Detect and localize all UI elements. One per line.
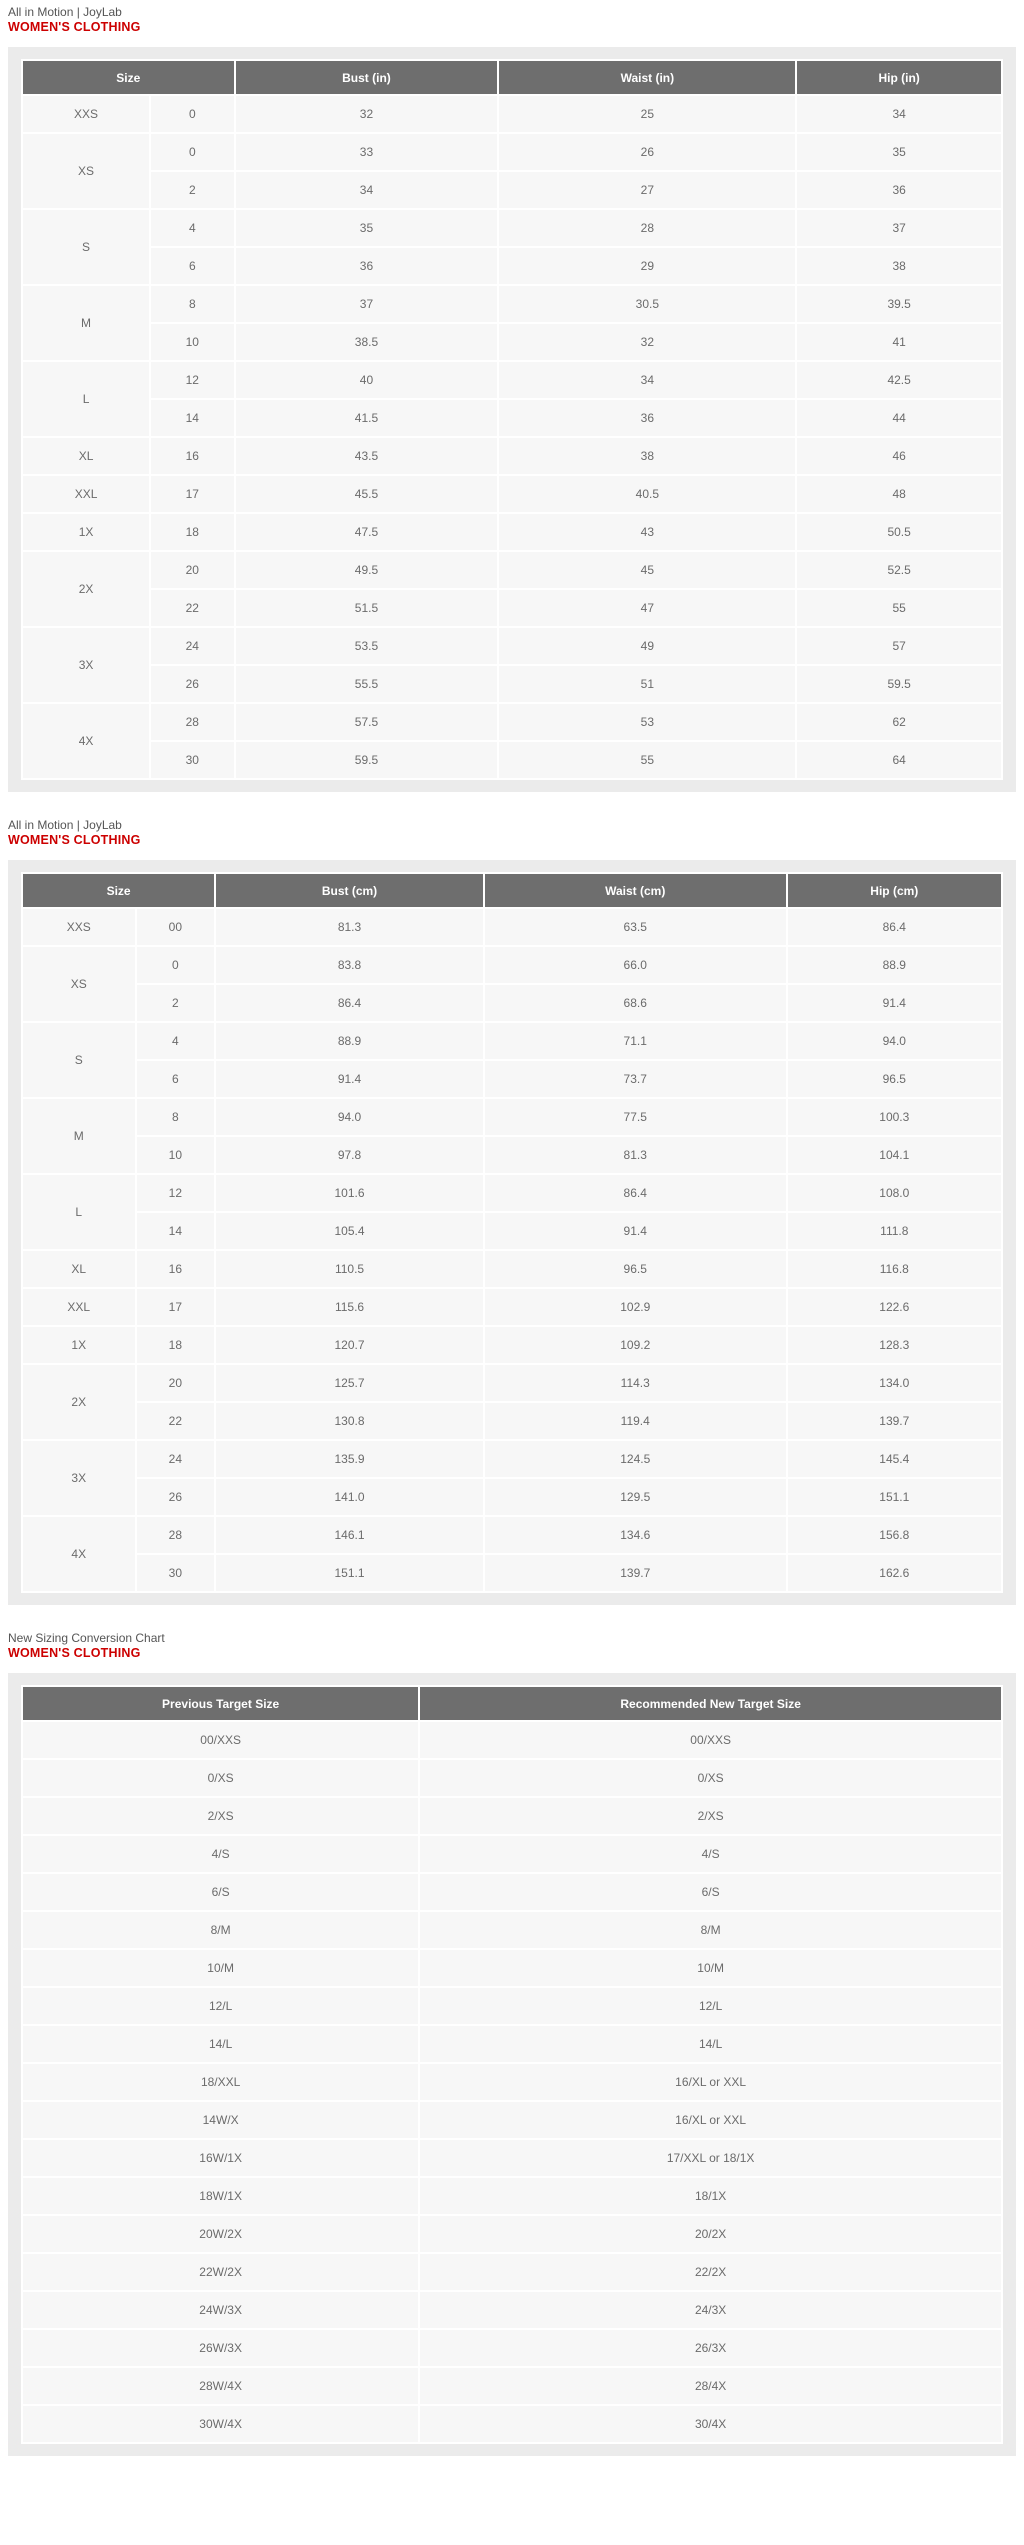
hip-cell: 100.3 [788,1099,1001,1135]
waist-cell: 49 [499,628,795,664]
hip-cell: 96.5 [788,1061,1001,1097]
hip-cell: 62 [797,704,1001,740]
size-group-label: 2X [23,552,149,626]
column-header-hip: Hip (cm) [788,874,1001,907]
size-group-label: L [23,362,149,436]
previous-size-cell: 20W/2X [23,2216,418,2252]
bust-cell: 94.0 [216,1099,483,1135]
new-size-cell: 20/2X [420,2216,1001,2252]
waist-cell: 45 [499,552,795,588]
size-group-label: S [23,1023,135,1097]
waist-cell: 29 [499,248,795,284]
table-row [23,1874,1001,1910]
new-size-cell: 6/S [420,1874,1001,1910]
size-group-label: XL [23,438,149,474]
waist-cell: 28 [499,210,795,246]
size-group-label: M [23,1099,135,1173]
column-header-size: Size [23,874,214,907]
previous-size-cell: 0/XS [23,1760,418,1796]
size-number-cell: 0 [151,134,233,170]
size-number-cell: 18 [137,1327,215,1363]
column-header-bust: Bust (cm) [216,874,483,907]
previous-size-cell: 10/M [23,1950,418,1986]
hip-cell: 42.5 [797,362,1001,398]
table-row [23,1760,1001,1796]
size-number-cell: 26 [151,666,233,702]
table-row [23,1175,1001,1211]
table-row [23,324,1001,360]
previous-size-cell: 14W/X [23,2102,418,2138]
table-row [23,2406,1001,2442]
waist-cell: 139.7 [485,1555,786,1591]
bust-cell: 38.5 [236,324,498,360]
bust-cell: 81.3 [216,909,483,945]
waist-cell: 47 [499,590,795,626]
previous-size-cell: 6/S [23,1874,418,1910]
column-header-previous-size: Previous Target Size [23,1687,418,1720]
bust-cell: 83.8 [216,947,483,983]
waist-cell: 134.6 [485,1517,786,1553]
new-size-cell: 22/2X [420,2254,1001,2290]
size-group-label: XL [23,1251,135,1287]
hip-cell: 128.3 [788,1327,1001,1363]
previous-size-cell: 00/XXS [23,1722,418,1758]
table-row [23,1099,1001,1135]
table-row [23,248,1001,284]
hip-cell: 88.9 [788,947,1001,983]
bust-cell: 41.5 [236,400,498,436]
bust-cell: 135.9 [216,1441,483,1477]
section-inches [8,5,1016,792]
hip-cell: 94.0 [788,1023,1001,1059]
table-row [23,1213,1001,1249]
new-size-cell: 17/XXL or 18/1X [420,2140,1001,2176]
table-row [23,476,1001,512]
size-number-cell: 6 [151,248,233,284]
previous-size-cell: 16W/1X [23,2140,418,2176]
size-group-label: 3X [23,628,149,702]
size-number-cell: 0 [151,96,233,132]
previous-size-cell: 28W/4X [23,2368,418,2404]
table-row [23,172,1001,208]
new-size-cell: 28/4X [420,2368,1001,2404]
table-row [23,947,1001,983]
hip-cell: 46 [797,438,1001,474]
new-size-cell: 0/XS [420,1760,1001,1796]
size-number-cell: 26 [137,1479,215,1515]
table-row [23,909,1001,945]
new-size-cell: 12/L [420,1988,1001,2024]
waist-cell: 32 [499,324,795,360]
bust-cell: 146.1 [216,1517,483,1553]
table-row [23,590,1001,626]
section-subtitle: All in Motion | JoyLab [8,818,122,832]
size-number-cell: 00 [137,909,215,945]
table-row [23,286,1001,322]
table-row [23,1479,1001,1515]
size-group-label: L [23,1175,135,1249]
bust-cell: 141.0 [216,1479,483,1515]
size-number-cell: 4 [137,1023,215,1059]
size-number-cell: 20 [151,552,233,588]
size-group-label: XXL [23,1289,135,1325]
new-size-cell: 24/3X [420,2292,1001,2328]
bust-cell: 97.8 [216,1137,483,1173]
table-row [23,2140,1001,2176]
size-number-cell: 28 [137,1517,215,1553]
size-number-cell: 8 [137,1099,215,1135]
table-row [23,1950,1001,1986]
table-row [23,985,1001,1021]
column-header-size: Size [23,61,234,94]
waist-cell: 36 [499,400,795,436]
waist-cell: 66.0 [485,947,786,983]
previous-size-cell: 30W/4X [23,2406,418,2442]
bust-cell: 105.4 [216,1213,483,1249]
column-header-hip: Hip (in) [797,61,1001,94]
new-size-cell: 16/XL or XXL [420,2102,1001,2138]
size-number-cell: 18 [151,514,233,550]
size-chart-cm-table [21,872,1003,1593]
waist-cell: 63.5 [485,909,786,945]
new-size-cell: 30/4X [420,2406,1001,2442]
section-title: WOMEN'S CLOTHING [8,1646,141,1660]
column-header-new-size: Recommended New Target Size [420,1687,1001,1720]
waist-cell: 30.5 [499,286,795,322]
bust-cell: 86.4 [216,985,483,1021]
hip-cell: 50.5 [797,514,1001,550]
previous-size-cell: 22W/2X [23,2254,418,2290]
size-number-cell: 8 [151,286,233,322]
size-number-cell: 24 [137,1441,215,1477]
table-row [23,1365,1001,1401]
bust-cell: 49.5 [236,552,498,588]
hip-cell: 139.7 [788,1403,1001,1439]
table-row [23,134,1001,170]
size-group-label: 3X [23,1441,135,1515]
waist-cell: 55 [499,742,795,778]
previous-size-cell: 26W/3X [23,2330,418,2366]
hip-cell: 38 [797,248,1001,284]
hip-cell: 35 [797,134,1001,170]
table-row [23,2292,1001,2328]
bust-cell: 101.6 [216,1175,483,1211]
new-size-cell: 18/1X [420,2178,1001,2214]
table-row [23,1061,1001,1097]
size-chart-inches-table [21,59,1003,780]
waist-cell: 34 [499,362,795,398]
table-row [23,96,1001,132]
table-row [23,2330,1001,2366]
bust-cell: 47.5 [236,514,498,550]
hip-cell: 36 [797,172,1001,208]
size-number-cell: 4 [151,210,233,246]
size-conversion-table [21,1685,1003,2444]
size-number-cell: 22 [151,590,233,626]
table-row [23,2026,1001,2062]
hip-cell: 151.1 [788,1479,1001,1515]
hip-cell: 91.4 [788,985,1001,1021]
table-row [23,438,1001,474]
size-number-cell: 2 [137,985,215,1021]
previous-size-cell: 8/M [23,1912,418,1948]
bust-cell: 59.5 [236,742,498,778]
size-number-cell: 12 [137,1175,215,1211]
waist-cell: 27 [499,172,795,208]
previous-size-cell: 14/L [23,2026,418,2062]
size-number-cell: 12 [151,362,233,398]
header-row [23,61,1001,94]
size-number-cell: 30 [151,742,233,778]
table-row [23,2254,1001,2290]
table-row [23,1403,1001,1439]
bust-cell: 120.7 [216,1327,483,1363]
previous-size-cell: 12/L [23,1988,418,2024]
table-row [23,1722,1001,1758]
size-number-cell: 20 [137,1365,215,1401]
waist-cell: 124.5 [485,1441,786,1477]
bust-cell: 40 [236,362,498,398]
table-container [8,1673,1016,2456]
waist-cell: 71.1 [485,1023,786,1059]
bust-cell: 37 [236,286,498,322]
bust-cell: 91.4 [216,1061,483,1097]
table-row [23,2178,1001,2214]
section-centimeters [8,818,1016,1605]
column-header-bust: Bust (in) [236,61,498,94]
table-row [23,2064,1001,2100]
previous-size-cell: 18W/1X [23,2178,418,2214]
waist-cell: 129.5 [485,1479,786,1515]
size-group-label: XXS [23,96,149,132]
bust-cell: 88.9 [216,1023,483,1059]
bust-cell: 125.7 [216,1365,483,1401]
table-row [23,1912,1001,1948]
waist-cell: 53 [499,704,795,740]
size-number-cell: 10 [137,1137,215,1173]
waist-cell: 77.5 [485,1099,786,1135]
size-number-cell: 0 [137,947,215,983]
table-row [23,2216,1001,2252]
size-group-label: S [23,210,149,284]
size-group-label: XS [23,947,135,1021]
waist-cell: 26 [499,134,795,170]
table-container [8,47,1016,792]
bust-cell: 53.5 [236,628,498,664]
waist-cell: 40.5 [499,476,795,512]
size-number-cell: 14 [151,400,233,436]
waist-cell: 102.9 [485,1289,786,1325]
hip-cell: 57 [797,628,1001,664]
table-row [23,742,1001,778]
hip-cell: 104.1 [788,1137,1001,1173]
table-row [23,362,1001,398]
bust-cell: 57.5 [236,704,498,740]
column-header-waist: Waist (in) [499,61,795,94]
hip-cell: 108.0 [788,1175,1001,1211]
size-group-label: XS [23,134,149,208]
table-row [23,514,1001,550]
size-group-label: XXL [23,476,149,512]
size-number-cell: 2 [151,172,233,208]
size-number-cell: 17 [137,1289,215,1325]
size-number-cell: 16 [151,438,233,474]
bust-cell: 151.1 [216,1555,483,1591]
new-size-cell: 8/M [420,1912,1001,1948]
column-header-waist: Waist (cm) [485,874,786,907]
table-row [23,400,1001,436]
size-number-cell: 30 [137,1555,215,1591]
new-size-cell: 26/3X [420,2330,1001,2366]
waist-cell: 81.3 [485,1137,786,1173]
waist-cell: 109.2 [485,1327,786,1363]
table-row [23,552,1001,588]
size-number-cell: 17 [151,476,233,512]
bust-cell: 130.8 [216,1403,483,1439]
bust-cell: 35 [236,210,498,246]
waist-cell: 43 [499,514,795,550]
waist-cell: 68.6 [485,985,786,1021]
previous-size-cell: 24W/3X [23,2292,418,2328]
size-number-cell: 6 [137,1061,215,1097]
table-row [23,628,1001,664]
table-row [23,1327,1001,1363]
new-size-cell: 2/XS [420,1798,1001,1834]
table-row [23,1798,1001,1834]
size-group-label: 2X [23,1365,135,1439]
table-row [23,666,1001,702]
section-title: WOMEN'S CLOTHING [8,20,141,34]
bust-cell: 55.5 [236,666,498,702]
table-row [23,1251,1001,1287]
waist-cell: 38 [499,438,795,474]
size-number-cell: 24 [151,628,233,664]
new-size-cell: 00/XXS [420,1722,1001,1758]
size-group-label: 1X [23,514,149,550]
hip-cell: 156.8 [788,1517,1001,1553]
size-number-cell: 14 [137,1213,215,1249]
size-group-label: M [23,286,149,360]
table-row [23,210,1001,246]
bust-cell: 45.5 [236,476,498,512]
new-size-cell: 10/M [420,1950,1001,1986]
waist-cell: 25 [499,96,795,132]
bust-cell: 51.5 [236,590,498,626]
bust-cell: 110.5 [216,1251,483,1287]
size-group-label: 4X [23,704,149,778]
bust-cell: 33 [236,134,498,170]
waist-cell: 73.7 [485,1061,786,1097]
section-title: WOMEN'S CLOTHING [8,833,141,847]
hip-cell: 111.8 [788,1213,1001,1249]
size-number-cell: 10 [151,324,233,360]
bust-cell: 115.6 [216,1289,483,1325]
hip-cell: 41 [797,324,1001,360]
size-group-label: 1X [23,1327,135,1363]
section-subtitle: All in Motion | JoyLab [8,5,122,19]
hip-cell: 39.5 [797,286,1001,322]
size-number-cell: 16 [137,1251,215,1287]
new-size-cell: 4/S [420,1836,1001,1872]
previous-size-cell: 4/S [23,1836,418,1872]
table-row [23,2102,1001,2138]
hip-cell: 52.5 [797,552,1001,588]
bust-cell: 34 [236,172,498,208]
hip-cell: 37 [797,210,1001,246]
table-row [23,1137,1001,1173]
waist-cell: 114.3 [485,1365,786,1401]
hip-cell: 48 [797,476,1001,512]
table-row [23,1836,1001,1872]
waist-cell: 96.5 [485,1251,786,1287]
table-row [23,1988,1001,2024]
hip-cell: 116.8 [788,1251,1001,1287]
waist-cell: 51 [499,666,795,702]
previous-size-cell: 18/XXL [23,2064,418,2100]
new-size-cell: 16/XL or XXL [420,2064,1001,2100]
table-row [23,1555,1001,1591]
size-group-label: 4X [23,1517,135,1591]
table-row [23,2368,1001,2404]
table-row [23,704,1001,740]
waist-cell: 86.4 [485,1175,786,1211]
bust-cell: 32 [236,96,498,132]
waist-cell: 119.4 [485,1403,786,1439]
hip-cell: 145.4 [788,1441,1001,1477]
hip-cell: 162.6 [788,1555,1001,1591]
hip-cell: 122.6 [788,1289,1001,1325]
bust-cell: 43.5 [236,438,498,474]
section-conversion [8,1631,1016,2456]
section-subtitle: New Sizing Conversion Chart [8,1631,165,1645]
hip-cell: 44 [797,400,1001,436]
bust-cell: 36 [236,248,498,284]
size-number-cell: 28 [151,704,233,740]
hip-cell: 55 [797,590,1001,626]
hip-cell: 86.4 [788,909,1001,945]
table-row [23,1289,1001,1325]
size-group-label: XXS [23,909,135,945]
new-size-cell: 14/L [420,2026,1001,2062]
hip-cell: 34 [797,96,1001,132]
table-row [23,1441,1001,1477]
header-row [23,874,1001,907]
table-container [8,860,1016,1605]
header-row [23,1687,1001,1720]
hip-cell: 59.5 [797,666,1001,702]
hip-cell: 64 [797,742,1001,778]
hip-cell: 134.0 [788,1365,1001,1401]
size-number-cell: 22 [137,1403,215,1439]
previous-size-cell: 2/XS [23,1798,418,1834]
waist-cell: 91.4 [485,1213,786,1249]
table-row [23,1517,1001,1553]
table-row [23,1023,1001,1059]
